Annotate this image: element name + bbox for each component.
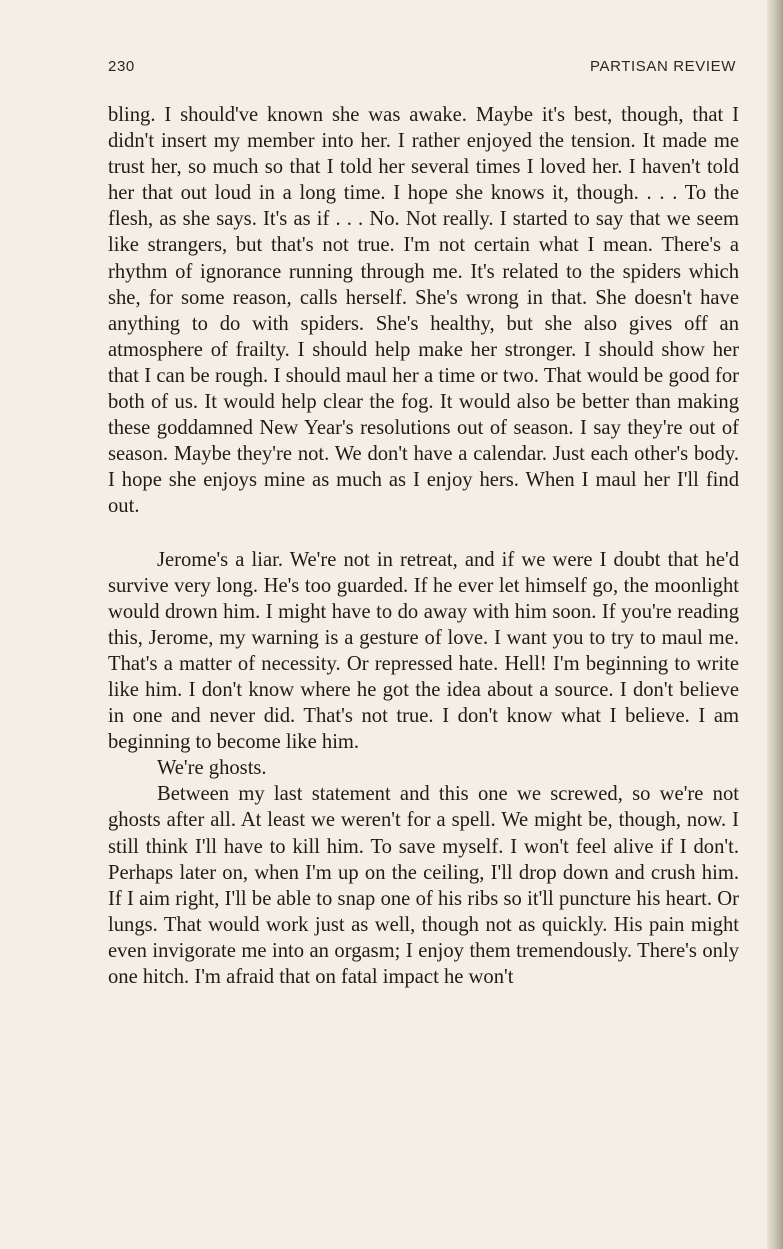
- page-edge-shadow: [767, 0, 783, 1249]
- paragraph: We're ghosts.: [157, 757, 267, 780]
- body-text: [108, 102, 739, 990]
- page-number: 230: [108, 58, 135, 75]
- paragraph: Between my last statement and this one we screwed, so we're not ghosts after all. At least we weren't for a spell. We might be, though, now. I still think I'll have to kill him. To save myself. I won't feel alive if I don't. Perhaps later on, when I'm up on the ceiling, I'll drop down and crush him. If I aim right, I'll be able to snap one of his ribs so it'll puncture his heart. Or lungs. That would work just as well, though not as quickly. His pain might even invigorate me into an orgasm; I enjoy them tremendously. There's only one hitch. I'm afraid that on fatal impact he won't: [108, 783, 739, 988]
- running-head: PARTISAN REVIEW: [590, 58, 736, 75]
- paragraph: bling. I should've known she was awake. Maybe it's best, though, that I didn't insert my member into her. I rather enjoyed the tension. It made me trust her, so much so that I told her several times I loved her. I haven't told her that out loud in a long time. I hope she knows it, though. . . . To the flesh, as she says. It's as if . . . No. Not really. I started to say that we seem like strangers, but that's not true. I'm not certain what I mean. There's a rhythm of ignorance running through me. It's related to the spiders which she, for some reason, calls herself. She's wrong in that. She doesn't have anything to do with spiders. She's healthy, but she also gives off an atmosphere of frailty. I should help make her stronger. I should show her that I can be rough. I should maul her a time or two. That would be good for both of us. It would help clear the fog. It would also be better than making these goddamned New Year's resolutions out of season. I say they're out of season. Maybe they're not. We don't have a calendar. Just each other's body. I hope she enjoys mine as much as I enjoy hers. When I maul her I'll find out.: [108, 104, 739, 518]
- paragraph: Jerome's a liar. We're not in retreat, and if we were I doubt that he'd survive very long. He's too guarded. If he ever let himself go, the moonlight would drown him. I might have to do away with him soon. If you're reading this, Jerome, my warning is a gesture of love. I want you to try to maul me. That's a matter of necessity. Or repressed hate. Hell! I'm beginning to write like him. I don't know where he got the idea about a source. I don't believe in one and never did. That's not true. I don't know what I believe. I am beginning to become like him.: [108, 548, 739, 754]
- page-header: [108, 58, 736, 80]
